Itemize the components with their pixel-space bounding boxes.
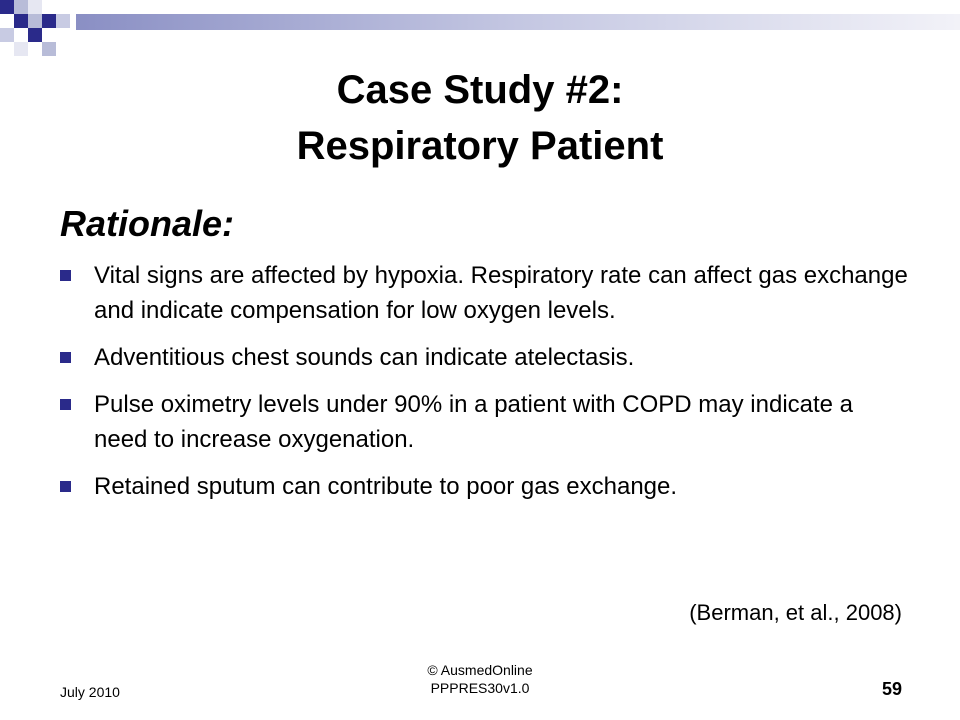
square-bullet-icon — [60, 481, 71, 492]
footer-copyright-line-1: © AusmedOnline — [427, 662, 533, 678]
footer-date: July 2010 — [60, 684, 120, 700]
deco-square — [0, 28, 14, 42]
list-item-text: Pulse oximetry levels under 90% in a patient with COPD may indicate a need to increase oxygenation. — [94, 391, 854, 453]
list-item — [60, 387, 910, 457]
deco-square — [28, 28, 42, 42]
deco-square — [14, 0, 28, 14]
list-item-text: Adventitious chest sounds can indicate atelectasis. — [94, 344, 635, 371]
deco-square — [28, 14, 42, 28]
header-gradient-bar — [76, 14, 960, 30]
header-decoration — [0, 0, 960, 60]
deco-square — [14, 42, 28, 56]
deco-square — [42, 42, 56, 56]
list-item — [60, 340, 910, 375]
deco-square — [42, 14, 56, 28]
list-item-text: Vital signs are affected by hypoxia. Respiratory rate can affect gas exchange and indicate compensation for low oxygen levels. — [94, 262, 908, 324]
square-bullet-icon — [60, 399, 71, 410]
rationale-heading: Rationale: — [60, 203, 235, 244]
deco-square — [0, 0, 14, 14]
square-bullet-icon — [60, 352, 71, 363]
footer-copyright — [380, 661, 580, 697]
square-bullet-icon — [60, 270, 71, 281]
footer-copyright-line-2: PPPRES30v1.0 — [430, 680, 530, 696]
page-number: 59 — [881, 679, 902, 699]
list-item-text: Retained sputum can contribute to poor gas exchange. — [94, 473, 678, 500]
deco-square — [28, 0, 42, 14]
deco-square — [56, 14, 70, 28]
deco-square — [14, 14, 28, 28]
citation: (Berman, et al., 2008) — [689, 600, 902, 625]
slide-title-line-2: Respiratory Patient — [296, 124, 664, 168]
slide-title-line-1: Case Study #2: — [336, 68, 624, 112]
list-item — [60, 258, 910, 328]
list-item — [60, 469, 910, 504]
rationale-list — [60, 258, 910, 516]
